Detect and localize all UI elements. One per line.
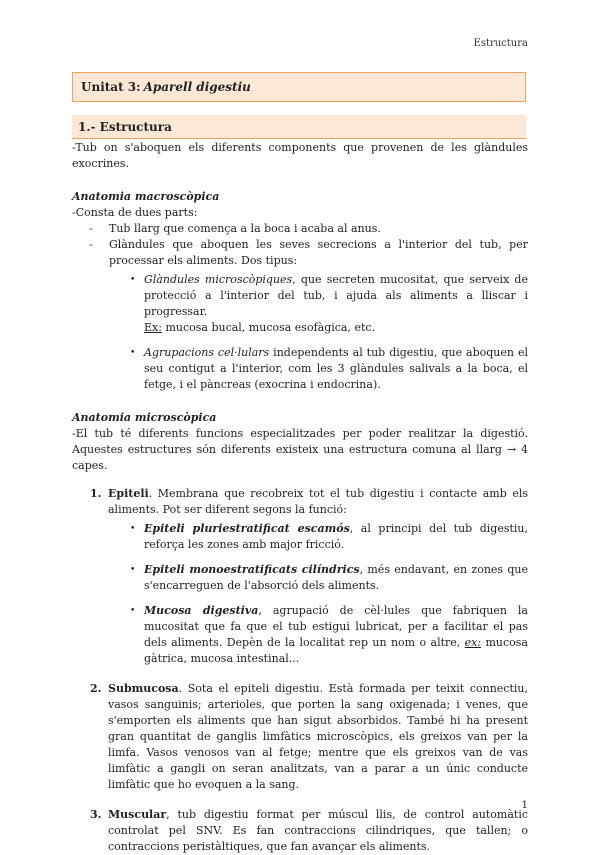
dash-marker: - [89,238,93,251]
unit-title-box [72,72,526,102]
document-body [72,140,528,855]
example-label: ex: [464,636,482,649]
intro-paragraph: -Tub on s'aboquen els diferents components que provenen de les glàndules exocrines. [72,141,528,170]
list-item [72,345,528,393]
bullet-marker: • [130,524,136,534]
item-text: , que secreten mucositat, que serveix de protecció a l'interior del tub, i ajuda als aliments a lliscar i progressar. [144,273,528,318]
dash-item-text: Tub llarg que comença a la boca i acaba al anus. [109,222,381,235]
dash-item-text: Glàndules que aboquen les seves secrecions a l'interior del tub, per processar els aliments. Dos tipus: [109,238,528,267]
macro-dash-list [72,221,528,269]
micro-lead: -El tub té diferents funcions especialitzades per poder realitzar la digestió. Aquestes estructures són diferents existeix una estructura comuna al llarg → 4 capes. [72,427,528,472]
list-item [108,562,528,594]
item-number: 1. [90,487,102,500]
list-item [72,486,528,667]
running-header: Estructura [473,38,528,49]
example-text: mucosa gàtrica, mucosa intestinal... [144,636,528,665]
item-number: 2. [90,682,102,695]
list-item [108,521,528,553]
dash-marker: - [89,222,93,235]
item-text: , més endavant, en zones que s'encarreguen de l'absorció dels aliments. [144,563,528,592]
item-number: 3. [90,808,102,821]
example-label: Ex: [144,321,162,334]
item-text: , al principi del tub digestiu, reforça les zones amb major fricció. [144,522,528,551]
list-item [72,221,528,237]
section-heading: 1.- Estructura [72,115,526,139]
bullet-marker: • [130,565,136,575]
item-text: , tub digestiu format per múscul llis, de control automàtic controlat pel SNV. Es fan contraccions cilindriques, que tallen; o contraccions peristàltiques, que fan avançar els aliments. [108,808,528,853]
list-item [72,237,528,269]
bullet-marker: • [130,275,136,285]
item-text: independents al tub digestiu, que aboquen el seu contigut a l'interior, com les 3 glàndules salivals a la boca, el fetge, i el pàncreas (exocrina i endocrina). [144,346,528,391]
bullet-marker: • [130,348,136,358]
list-item [72,272,528,336]
term: Muscular [108,808,167,821]
macro-lead: -Consta de dues parts: [72,206,198,219]
term: Epiteli monoestratificats cilíndrics [144,563,360,576]
epitheli-types-list [108,521,528,667]
item-text: , agrupació de cèl·lules que fabriquen la mucositat que fa que el tub estigui lubricat, per a facilitar el pas dels aliments. Depèn de la localitat rep un nom o altre, [144,604,528,649]
list-item [72,681,528,793]
macro-heading: Anatomia macroscòpica [72,190,220,203]
term: Agrupacions cel·lulars [144,346,270,359]
bullet-marker: • [130,606,136,616]
term: Mucosa digestiva [144,604,259,617]
micro-heading: Anatomia microscòpica [72,411,217,424]
term: Epiteli [108,487,149,500]
example-text: mucosa bucal, mucosa esofàgica, etc. [161,321,376,334]
term: Submucosa [108,682,179,695]
layers-list [72,486,528,855]
page-number: 1 [521,800,528,811]
gland-types-list [72,272,528,393]
list-item [108,603,528,667]
item-text: . Sota el epiteli digestiu. Està formada per teixit connectiu, vasos sanguinis; arterioles, que porten la sang oxigenada; i venes, que s'emporten els aliments que han sigut absorbidos. També hi ha present gran quantitat de ganglis limfàtics microscòpics, els greixos van per la limfa. Vasos venosos van al fetge; mentre que els greixos van de vas limfàtic a gangli on seran analitzats, van a parar a un únic conducte limfàtic que ho evoquen a la sang. [108,682,528,791]
unit-prefix: Unitat 3: [81,80,141,94]
term: Epiteli pluriestratificat escamós [144,522,350,535]
term: Glàndules microscòpiques [144,273,293,286]
unit-title: Aparell digestiu [143,80,251,94]
item-text: . Membrana que recobreix tot el tub digestiu i contacte amb els aliments. Pot ser diferent segons la funció: [108,487,528,516]
